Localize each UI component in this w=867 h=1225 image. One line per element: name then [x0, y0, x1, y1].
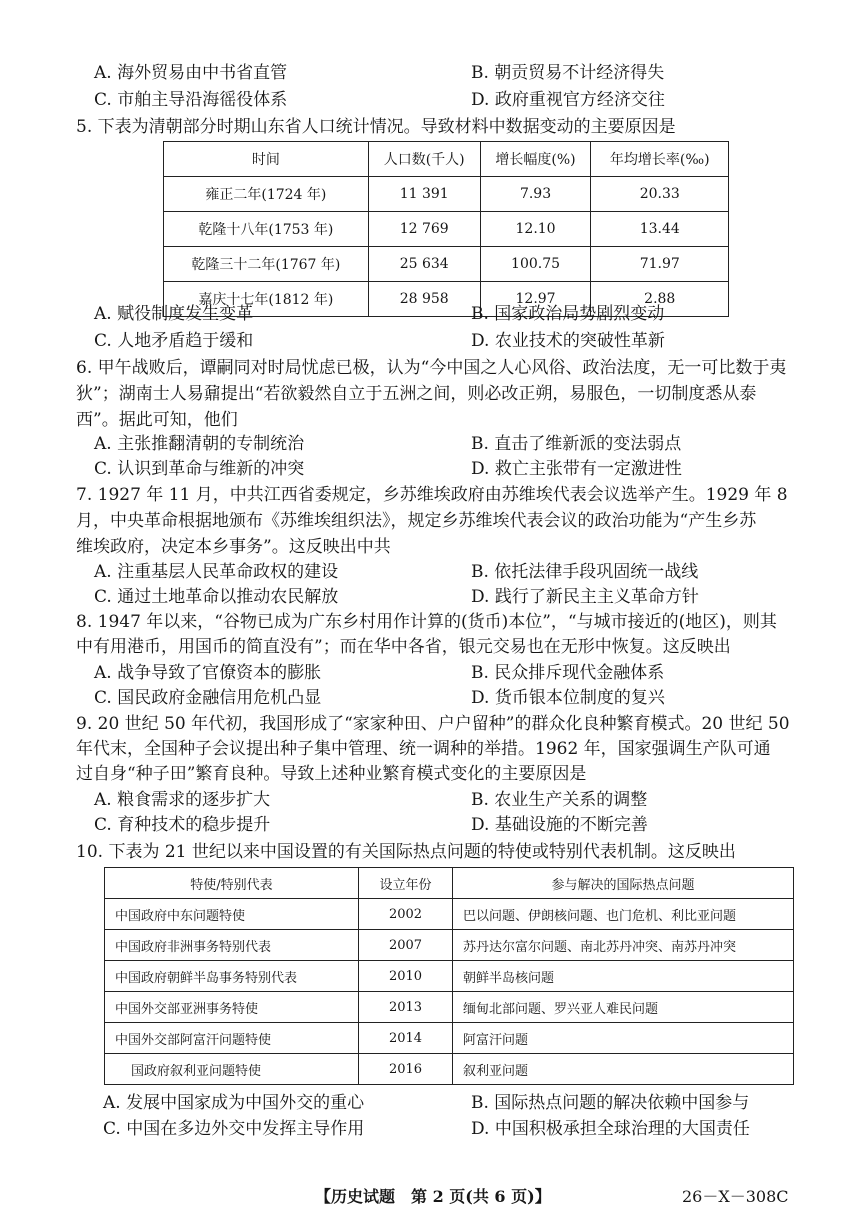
- table-cell: 2002: [359, 899, 453, 930]
- table-cell: 嘉庆十七年(1812 年): [164, 282, 369, 317]
- table-header-row: [105, 868, 794, 899]
- q9-stem-line-1: 9. 20 世纪 50 年代初，我国形成了“家家种田、户户留种”的群众化良种繁育模式。20 世纪 50: [76, 714, 790, 734]
- table-cell: 乾隆三十二年(1767 年): [164, 247, 369, 282]
- table-row: [105, 961, 794, 992]
- table-cell: 71.97: [591, 247, 729, 282]
- table-cell: 2013: [359, 992, 453, 1023]
- table-cell: 中国政府非洲事务特别代表: [105, 930, 359, 961]
- q9-option-b: B. 农业生产关系的调整: [471, 790, 648, 810]
- q6-stem-line-2: 狄”；湖南士人易鼐提出“若欲毅然自立于五洲之间，则必改正朔，易服色，一切制度悉从泰: [76, 384, 757, 404]
- q7-stem-line-2: 月，中央革命根据地颁布《苏维埃组织法》，规定乡苏维埃代表会议的政治功能为“产生乡苏: [76, 511, 757, 531]
- q8-option-d: D. 货币银本位制度的复兴: [471, 688, 665, 708]
- table-row: [164, 247, 729, 282]
- table-header-cell: 特使/特别代表: [105, 868, 359, 899]
- table-cell: 朝鲜半岛核问题: [453, 961, 794, 992]
- table-row: [164, 177, 729, 212]
- q10-stem: 10. 下表为 21 世纪以来中国设置的有关国际热点问题的特使或特别代表机制。这反映出: [76, 842, 736, 862]
- page-footer-title: 【历史试题 第 2 页(共 6 页)】: [315, 1187, 551, 1206]
- q8-option-b: B. 民众排斥现代金融体系: [471, 663, 665, 683]
- q9-option-d: D. 基础设施的不断完善: [471, 815, 648, 835]
- q6-option-b: B. 直击了维新派的变法弱点: [471, 434, 682, 454]
- table-header-cell: 人口数(千人): [368, 142, 480, 177]
- table-row: [105, 899, 794, 930]
- table-row: [105, 930, 794, 961]
- q6-stem-line-3: 西”。据此可知，他们: [76, 410, 238, 430]
- table-cell: 7.93: [480, 177, 591, 212]
- table-cell: 2007: [359, 930, 453, 961]
- table-header-cell: 时间: [164, 142, 369, 177]
- table-cell: 苏丹达尔富尔问题、南北苏丹冲突、南苏丹冲突: [453, 930, 794, 961]
- q10-option-c: C. 中国在多边外交中发挥主导作用: [103, 1119, 365, 1139]
- table-row: [164, 212, 729, 247]
- table-cell: 100.75: [480, 247, 591, 282]
- q7-stem-line-1: 7. 1927 年 11 月，中共江西省委规定，乡苏维埃政府由苏维埃代表会议选举产生。1929 年 8: [76, 485, 788, 505]
- q5-option-c: C. 人地矛盾趋于缓和: [94, 331, 254, 351]
- table-cell: 中国政府中东问题特使: [105, 899, 359, 930]
- q8-stem-line-1: 8. 1947 年以来，“谷物已成为广东乡村用作计算的(货币)本位”，“与城市接近的(地区)，则其: [76, 612, 777, 632]
- table-row: [105, 1054, 794, 1085]
- q8-option-a: A. 战争导致了官僚资本的膨胀: [94, 663, 322, 683]
- table-cell: 11 391: [368, 177, 480, 212]
- q6-option-c: C. 认识到革命与维新的冲突: [94, 459, 305, 479]
- table-cell: 巴以问题、伊朗核问题、也门危机、利比亚问题: [453, 899, 794, 930]
- q8-stem-line-2: 中有用港币，用国币的简直没有”；而在华中各省，银元交易也在无形中恢复。这反映出: [76, 637, 731, 657]
- table-cell: 国政府叙利亚问题特使: [105, 1054, 359, 1085]
- table-cell: 13.44: [591, 212, 729, 247]
- table-cell: 2014: [359, 1023, 453, 1054]
- table-header-cell: 年均增长率(‰): [591, 142, 729, 177]
- q4-option-c: C. 市舶主导沿海徭役体系: [94, 90, 288, 110]
- q7-option-c: C. 通过土地革命以推动农民解放: [94, 587, 339, 607]
- table-row: [105, 992, 794, 1023]
- table-cell: 12.97: [480, 282, 591, 317]
- table-cell: 2016: [359, 1054, 453, 1085]
- q6-option-d: D. 救亡主张带有一定激进性: [471, 459, 682, 479]
- table-cell: 25 634: [368, 247, 480, 282]
- q9-stem-line-3: 过自身“种子田”繁育良种。导致上述种业繁育模式变化的主要原因是: [76, 764, 587, 784]
- q5-option-d: D. 农业技术的突破性革新: [471, 331, 665, 351]
- table-cell: 中国外交部亚洲事务特使: [105, 992, 359, 1023]
- q6-stem-line-1: 6. 甲午战败后，谭嗣同对时局忧虑已极，认为“今中国之人心风俗、政治法度，无一可比数于夷: [76, 358, 787, 378]
- table-cell: 28 958: [368, 282, 480, 317]
- table-cell: 雍正二年(1724 年): [164, 177, 369, 212]
- table-cell: 2010: [359, 961, 453, 992]
- q10-envoy-table: [104, 867, 794, 1085]
- table-cell: 乾隆十八年(1753 年): [164, 212, 369, 247]
- table-cell: 2.88: [591, 282, 729, 317]
- page-footer-code: 26－X－308C: [682, 1187, 789, 1206]
- table-cell: 中国政府朝鲜半岛事务特别代表: [105, 961, 359, 992]
- q10-option-b: B. 国际热点问题的解决依赖中国参与: [471, 1093, 750, 1113]
- q7-stem-line-3: 维埃政府，决定本乡事务”。这反映出中共: [76, 537, 391, 557]
- table-cell: 阿富汗问题: [453, 1023, 794, 1054]
- table-cell: 12.10: [480, 212, 591, 247]
- q4-option-b: B. 朝贡贸易不计经济得失: [471, 63, 665, 83]
- q9-option-a: A. 粮食需求的逐步扩大: [94, 790, 271, 810]
- table-header-cell: 参与解决的国际热点问题: [453, 868, 794, 899]
- table-cell: 20.33: [591, 177, 729, 212]
- table-cell: 中国外交部阿富汗问题特使: [105, 1023, 359, 1054]
- table-header-cell: 设立年份: [359, 868, 453, 899]
- q7-option-a: A. 注重基层人民革命政权的建设: [94, 562, 339, 582]
- q9-option-c: C. 育种技术的稳步提升: [94, 815, 271, 835]
- table-row: [105, 1023, 794, 1054]
- q4-option-a: A. 海外贸易由中书省直管: [94, 63, 288, 83]
- q5-stem: 5. 下表为清朝部分时期山东省人口统计情况。导致材料中数据变动的主要原因是: [76, 117, 676, 137]
- q5-population-table: [163, 141, 729, 317]
- q5-option-a: A. 赋役制度发生变革: [94, 304, 254, 324]
- q7-option-b: B. 依托法律手段巩固统一战线: [471, 562, 699, 582]
- q10-option-a: A. 发展中国家成为中国外交的重心: [103, 1093, 365, 1113]
- table-cell: 缅甸北部问题、罗兴亚人难民问题: [453, 992, 794, 1023]
- q7-option-d: D. 践行了新民主主义革命方针: [471, 587, 699, 607]
- table-cell: 12 769: [368, 212, 480, 247]
- q5-option-b: B. 国家政治局势剧烈变动: [471, 304, 665, 324]
- table-header-row: [164, 142, 729, 177]
- q8-option-c: C. 国民政府金融信用危机凸显: [94, 688, 322, 708]
- q4-option-d: D. 政府重视官方经济交往: [471, 90, 665, 110]
- q10-option-d: D. 中国积极承担全球治理的大国责任: [471, 1119, 750, 1139]
- table-header-cell: 增长幅度(%): [480, 142, 591, 177]
- q9-stem-line-2: 年代末，全国种子会议提出种子集中管理、统一调种的举措。1962 年，国家强调生产队可通: [76, 739, 771, 759]
- q6-option-a: A. 主张推翻清朝的专制统治: [94, 434, 305, 454]
- table-cell: 叙利亚问题: [453, 1054, 794, 1085]
